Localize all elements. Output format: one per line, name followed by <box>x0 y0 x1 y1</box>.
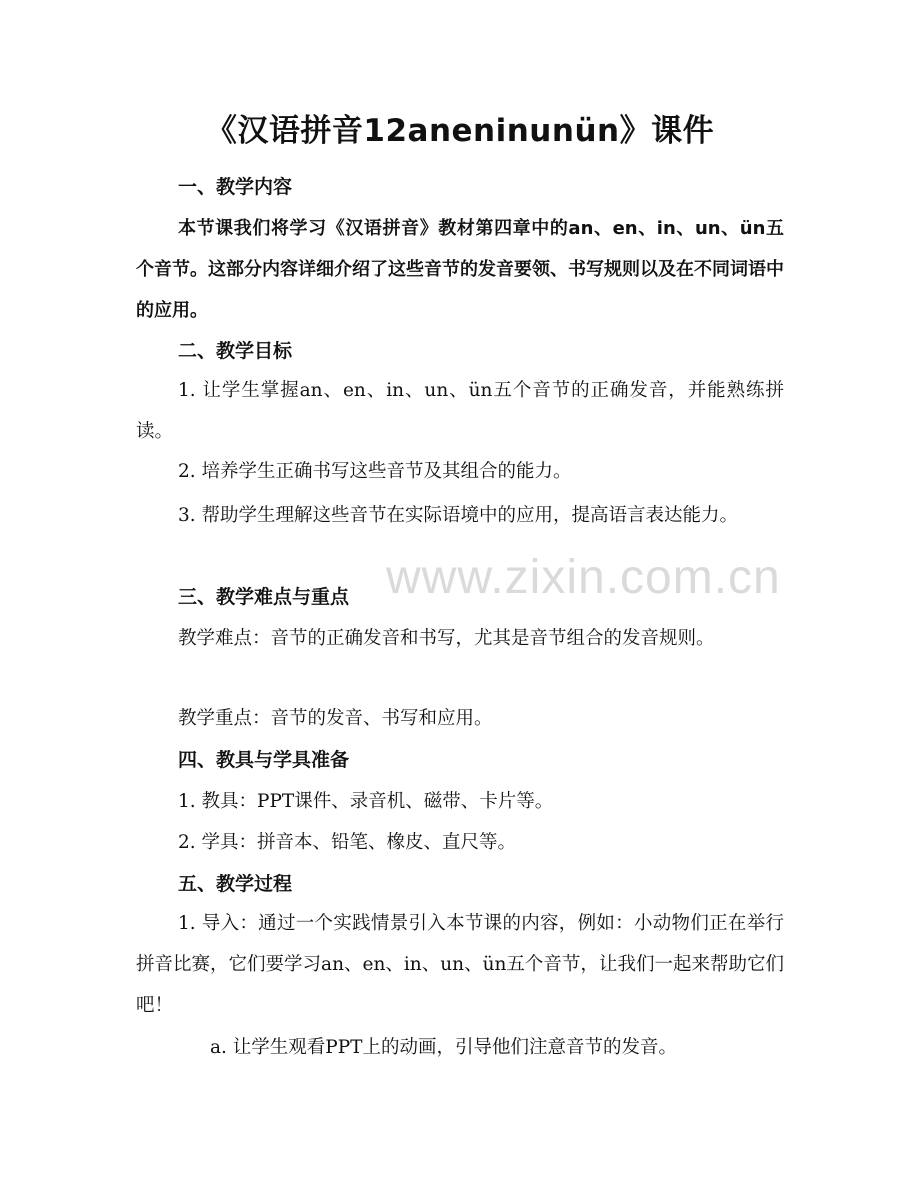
section-heading-materials: 四、教具与学具准备 <box>178 749 350 771</box>
objective-item-1: 1. 让学生掌握an、en、in、un、ün五个音节的正确发音，并能熟练拼读。 <box>136 380 784 442</box>
section-heading-content: 一、教学内容 <box>178 176 293 198</box>
content-paragraph: 本节课我们将学习《汉语拼音》教材第四章中的an、en、in、un、ün五个音节。这部分内容详细介绍了这些音节的发音要领、书写规则以及在不同词语中的应用。 <box>136 218 784 321</box>
objective-item-2: 2. 培养学生正确书写这些音节及其组合的能力。 <box>178 461 572 482</box>
section-heading-difficulty-focus: 三、教学难点与重点 <box>178 586 350 608</box>
teaching-focus: 教学重点：音节的发音、书写和应用。 <box>178 708 493 729</box>
document-title: 《汉语拼音12aneninunün》课件 <box>205 113 715 149</box>
process-step-a: a. 让学生观看PPT上的动画，引导他们注意音节的发音。 <box>210 1037 678 1058</box>
section-heading-process: 五、教学过程 <box>178 873 293 895</box>
process-intro: 1. 导入：通过一个实践情景引入本节课的内容，例如：小动物们正在举行拼音比赛，它们要学习an、en、in、un、ün五个音节，让我们一起来帮助它们吧！ <box>136 913 784 1016</box>
watermark-text: www.zixin.com.cn <box>386 551 781 604</box>
objective-item-3: 3. 帮助学生理解这些音节在实际语境中的应用，提高语言表达能力。 <box>178 505 739 526</box>
teaching-difficulty: 教学难点：音节的正确发音和书写，尤其是音节组合的发音规则。 <box>178 628 715 649</box>
materials-item-1: 1. 教具：PPT课件、录音机、磁带、卡片等。 <box>178 791 554 812</box>
section-heading-objectives: 二、教学目标 <box>178 340 293 362</box>
materials-item-2: 2. 学具：拼音本、铅笔、橡皮、直尺等。 <box>178 832 517 853</box>
